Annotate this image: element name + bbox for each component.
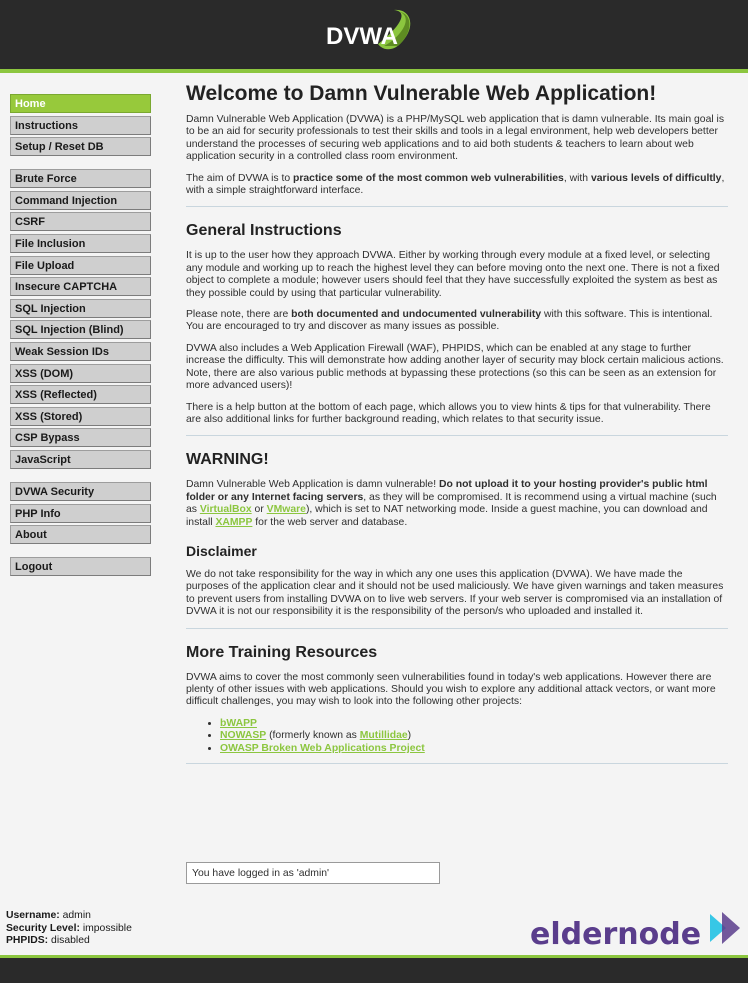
vmware-link[interactable]: VMware — [266, 504, 306, 516]
menu-item-file-inclusion[interactable]: File Inclusion — [10, 234, 151, 253]
warning-heading: WARNING! — [186, 451, 269, 469]
svg-text:DVWA: DVWA — [326, 23, 398, 50]
menu-item-home[interactable]: Home — [10, 94, 151, 113]
resources-list — [220, 718, 728, 755]
menu-item-xss-stored[interactable]: XSS (Stored) — [10, 407, 151, 426]
menu-item-dvwa-security[interactable]: DVWA Security — [10, 482, 151, 501]
general-paragraph-3: DVWA also includes a Web Application Firewall (WAF), PHPIDS, which can be enabled at any stage to further increase the difficulty. This will demonstrate how adding another layer of security may block certain malicious actions. Note, there are also various public methods at bypassing these protections (so this can be seen as an extension for more advanced users)! — [186, 342, 724, 392]
training-resources-paragraph: DVWA aims to cover the most commonly seen vulnerabilities found in today's web applications. However there are plenty of other issues with web applications. Should you wish to explore any additional attack vectors, or want more difficult challenges, you may wish to look into the following other projects: — [186, 671, 716, 708]
menu-item-command-injection[interactable]: Command Injection — [10, 191, 151, 210]
warning-paragraph: Damn Vulnerable Web Application is damn vulnerable! Do not upload it to your hosting provider's public html folder or any Internet facing servers, as they will be compromised. It is recommend using a virtual machine (such as VirtualBox or VMware), which is set to NAT networking mode. Inside a guest machine, you can download and install XAMPP for the web server and database. — [186, 479, 717, 528]
menu-group-vulnerabilities — [10, 169, 151, 469]
disclaimer-paragraph: We do not take responsibility for the way in which any one uses this application (DVWA). We have made the purposes of the application clear and it should not be used maliciously. We have given warnings and taken measures to prevent users from installing DVWA on to live web servers. If your web server is compromised via an installation of DVWA it is not our responsibility it is the responsibility of the person/s who uploaded and installed it. — [186, 568, 724, 618]
menu-item-instructions[interactable]: Instructions — [10, 116, 151, 135]
general-paragraph-2: Please note, there are both documented and undocumented vulnerability with this software. This is intentional. You are encouraged to try and discover as many issues as possible. — [186, 309, 713, 333]
menu-item-about[interactable]: About — [10, 525, 151, 544]
menu-item-brute-force[interactable]: Brute Force — [10, 169, 151, 188]
username-status: Username: admin — [6, 910, 91, 921]
menu-item-insecure-captcha[interactable]: Insecure CAPTCHA — [10, 277, 151, 296]
divider — [186, 628, 728, 629]
divider — [186, 206, 728, 207]
menu-item-logout[interactable]: Logout — [10, 557, 151, 576]
menu-group-main — [10, 94, 151, 156]
general-instructions-heading: General Instructions — [186, 222, 342, 240]
nowasp-link[interactable]: NOWASP — [220, 730, 267, 742]
login-message-box: You have logged in as 'admin' — [186, 862, 440, 884]
footer — [0, 958, 748, 983]
general-paragraph-4: There is a help button at the bottom of each page, which allows you to view hints & tips for that vulnerability. There are also additional links for further background reading, which relates to that security issue. — [186, 401, 711, 425]
menu-item-xss-dom[interactable]: XSS (DOM) — [10, 364, 151, 383]
list-item — [220, 743, 728, 755]
bwapp-link[interactable]: bWAPP — [220, 717, 257, 729]
menu-item-setup-reset-db[interactable]: Setup / Reset DB — [10, 137, 151, 156]
mutillidae-link[interactable]: Mutillidae — [359, 730, 408, 742]
session-status — [6, 910, 132, 948]
divider — [186, 435, 728, 436]
divider — [186, 763, 728, 764]
page-title: Welcome to Damn Vulnerable Web Application! — [186, 82, 657, 105]
general-paragraph-1: It is up to the user how they approach DVWA. Either by working through every module at a fixed level, or selecting any module and working up to reach the highest level they can before moving onto the next one. There is not a fixed object to complete a module; however users should feel that they have successfully exploited the system as best as they possible could by using that particular vulnerability. — [186, 250, 720, 299]
menu-item-javascript[interactable]: JavaScript — [10, 450, 151, 469]
header-accent-bar — [0, 69, 748, 73]
owasp-bwa-link[interactable]: OWASP Broken Web Applications Project — [220, 742, 425, 754]
aim-paragraph: The aim of DVWA is to practice some of the most common web vulnerabilities, with various levels of difficultly, with a simple straightforward interface. — [186, 172, 725, 197]
menu-group-settings — [10, 482, 151, 544]
intro-paragraph: Damn Vulnerable Web Application (DVWA) is a PHP/MySQL web application that is damn vulnerable. Its main goal is to be an aid for security professionals to test their skills and tools in a legal environment, help web developers better understand the processes of securing web applications and to aid both students & teachers to learn about web application security in a controlled class room environment. — [186, 114, 725, 163]
list-item — [220, 718, 728, 730]
list-item: • NOWASP (formerly known as Mutillidae) — [220, 730, 728, 742]
menu-item-file-upload[interactable]: File Upload — [10, 256, 151, 275]
eldernode-watermark — [530, 908, 742, 952]
menu-item-sql-injection[interactable]: SQL Injection — [10, 299, 151, 318]
training-resources-heading: More Training Resources — [186, 643, 378, 661]
main-content — [186, 82, 728, 764]
dvwa-logo[interactable] — [320, 4, 424, 64]
phpids-status: PHPIDS: disabled — [6, 935, 90, 947]
svg-text:eldernode: eldernode — [530, 917, 702, 952]
virtualbox-link[interactable]: VirtualBox — [199, 504, 252, 516]
menu-item-csp-bypass[interactable]: CSP Bypass — [10, 428, 151, 447]
menu-item-php-info[interactable]: PHP Info — [10, 504, 151, 523]
xampp-link[interactable]: XAMPP — [215, 516, 253, 528]
menu-group-logout — [10, 557, 151, 576]
main-menu — [10, 94, 151, 589]
security-level-status: Security Level: impossible — [6, 922, 132, 934]
menu-item-csrf[interactable]: CSRF — [10, 212, 151, 231]
menu-item-weak-session-ids[interactable]: Weak Session IDs — [10, 342, 151, 361]
disclaimer-heading: Disclaimer — [186, 542, 257, 559]
play-icon — [722, 912, 740, 944]
menu-item-sql-injection-blind[interactable]: SQL Injection (Blind) — [10, 320, 151, 339]
menu-item-xss-reflected[interactable]: XSS (Reflected) — [10, 385, 151, 404]
header-banner — [0, 0, 748, 69]
